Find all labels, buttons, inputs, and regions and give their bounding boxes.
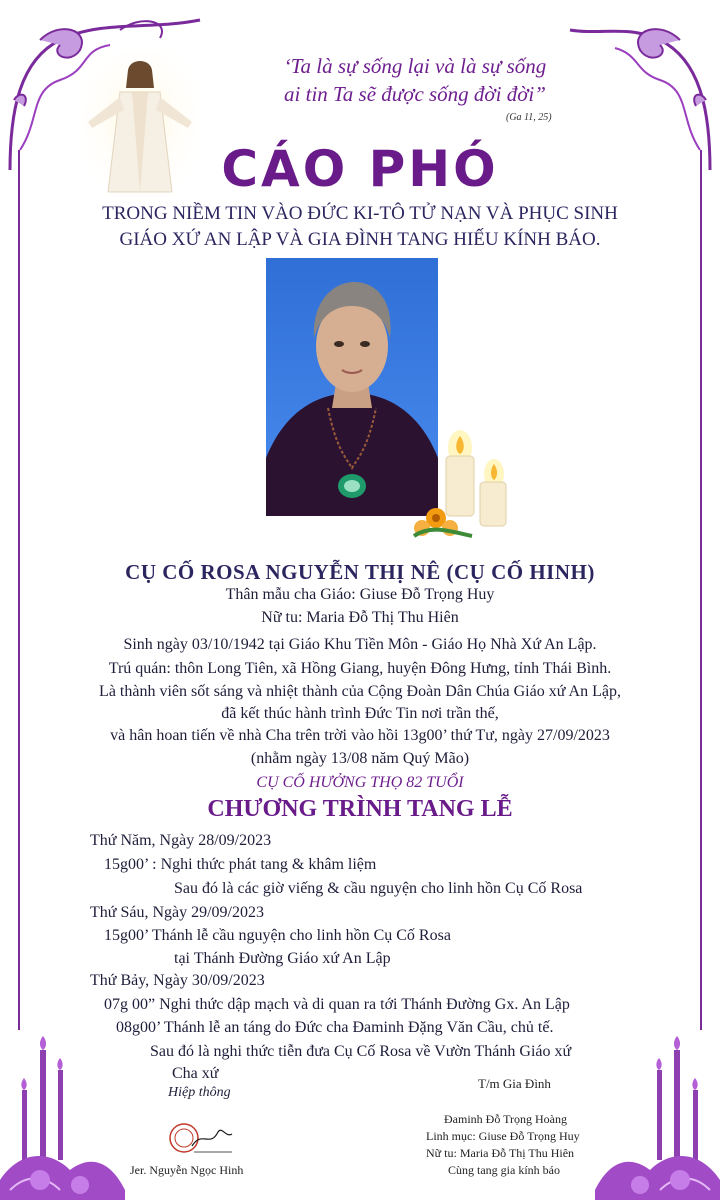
scripture-quote [250,52,580,108]
bottom-left-candles-decoration [0,1030,130,1200]
ended-line: đã kết thúc hành trình Đức Tin nơi trần thế, [221,705,499,722]
family-line-1: Đaminh Đỗ Trọng Hoàng [444,1112,568,1126]
mother-of-priest-line: Thân mẫu cha Giáo: Giuse Đỗ Trọng Huy [225,586,495,603]
family-line-2: Linh mục: Giuse Đỗ Trọng Huy [426,1129,580,1143]
program-day-2-item-2: tại Thánh Đường Giáo xứ An Lập [174,950,391,967]
program-day-1-item-1: 15g00’ : Nghi thức phát tang & khâm liệm [104,856,377,873]
program-day-3-item-1: 07g 00” Nghi thức dập mạch và di quan ra tới Thánh Đường Gx. An Lập [104,996,570,1013]
program-day-3-item-3: Sau đó là nghi thức tiễn đưa Cụ Cố Rosa về Vườn Thánh Giáo xứ [150,1043,572,1060]
family-line-4: Cùng tang gia kính báo [448,1163,560,1177]
member-line: Là thành viên sốt sáng và nhiệt thành của Cộng Đoàn Dân Chúa Giáo xứ An Lập, [99,683,621,700]
page-title: CÁO PHÓ [221,140,499,198]
intro-line-1: TRONG NIỀM TIN VÀO ĐỨC KI-TÔ TỬ NẠN VÀ PHỤC SINH [102,203,618,224]
parish-stamp-signature [166,1118,236,1162]
intro-line-2: GIÁO XỨ AN LẬP VÀ GIA ĐÌNH TANG HIẾU KÍNH BÁO. [119,229,601,250]
family-representative-title: T/m Gia Đình [478,1076,551,1091]
program-title: CHƯƠNG TRÌNH TANG LỄ [207,796,513,822]
program-day-2-item-1: 15g00’ Thánh lễ cầu nguyện cho linh hồn Cụ Cố Rosa [104,927,451,944]
program-day-1: Thứ Năm, Ngày 28/09/2023 [90,832,272,849]
age-line: CỤ CỐ HƯỞNG THỌ 82 TUỔI [256,774,464,791]
candles-image [412,428,522,538]
family-line-3: Nữ tu: Maria Đỗ Thị Thu Hiên [426,1146,575,1160]
program-day-2: Thứ Sáu, Ngày 29/09/2023 [90,904,264,921]
quote-reference: (Ga 11, 25) [506,112,552,123]
program-day-3-item-2: 08g00’ Thánh lễ an táng do Đức cha Đaminh Đặng Văn Cầu, chủ tế. [116,1019,554,1036]
birth-line: Sinh ngày 03/10/1942 tại Giáo Khu Tiền Môn - Giáo Họ Nhà Xứ An Lập. [123,636,597,653]
communion-note: Hiệp thông [168,1085,231,1100]
bottom-right-candles-decoration [590,1030,720,1200]
deceased-name: CỤ CỐ ROSA NGUYỄN THỊ NÊ (CỤ CỐ HINH) [125,560,595,584]
program-day-3: Thứ Bảy, Ngày 30/09/2023 [90,972,265,989]
residence-line: Trú quán: thôn Long Tiên, xã Hồng Giang, huyện Đông Hưng, tỉnh Thái Bình. [108,660,612,677]
passed-line: và hân hoan tiến về nhà Cha trên trời vào hồi 13g00’ thứ Tư, ngày 27/09/2023 [110,727,610,744]
program-day-1-item-2: Sau đó là các giờ viếng & cầu nguyện cho linh hồn Cụ Cố Rosa [174,880,583,897]
parish-priest-name: Jer. Nguyễn Ngọc Hinh [130,1163,244,1177]
nun-line: Nữ tu: Maria Đỗ Thị Thu Hiên [261,609,459,626]
lunar-date-line: (nhằm ngày 13/08 năm Quý Mão) [250,750,470,767]
quote-line-1: ‘Ta là sự sống lại và là sự sống [283,54,547,78]
quote-line-2: ai tin Ta sẽ được sống đời đời” [284,82,546,106]
parish-priest-title: Cha xứ [172,1065,219,1082]
